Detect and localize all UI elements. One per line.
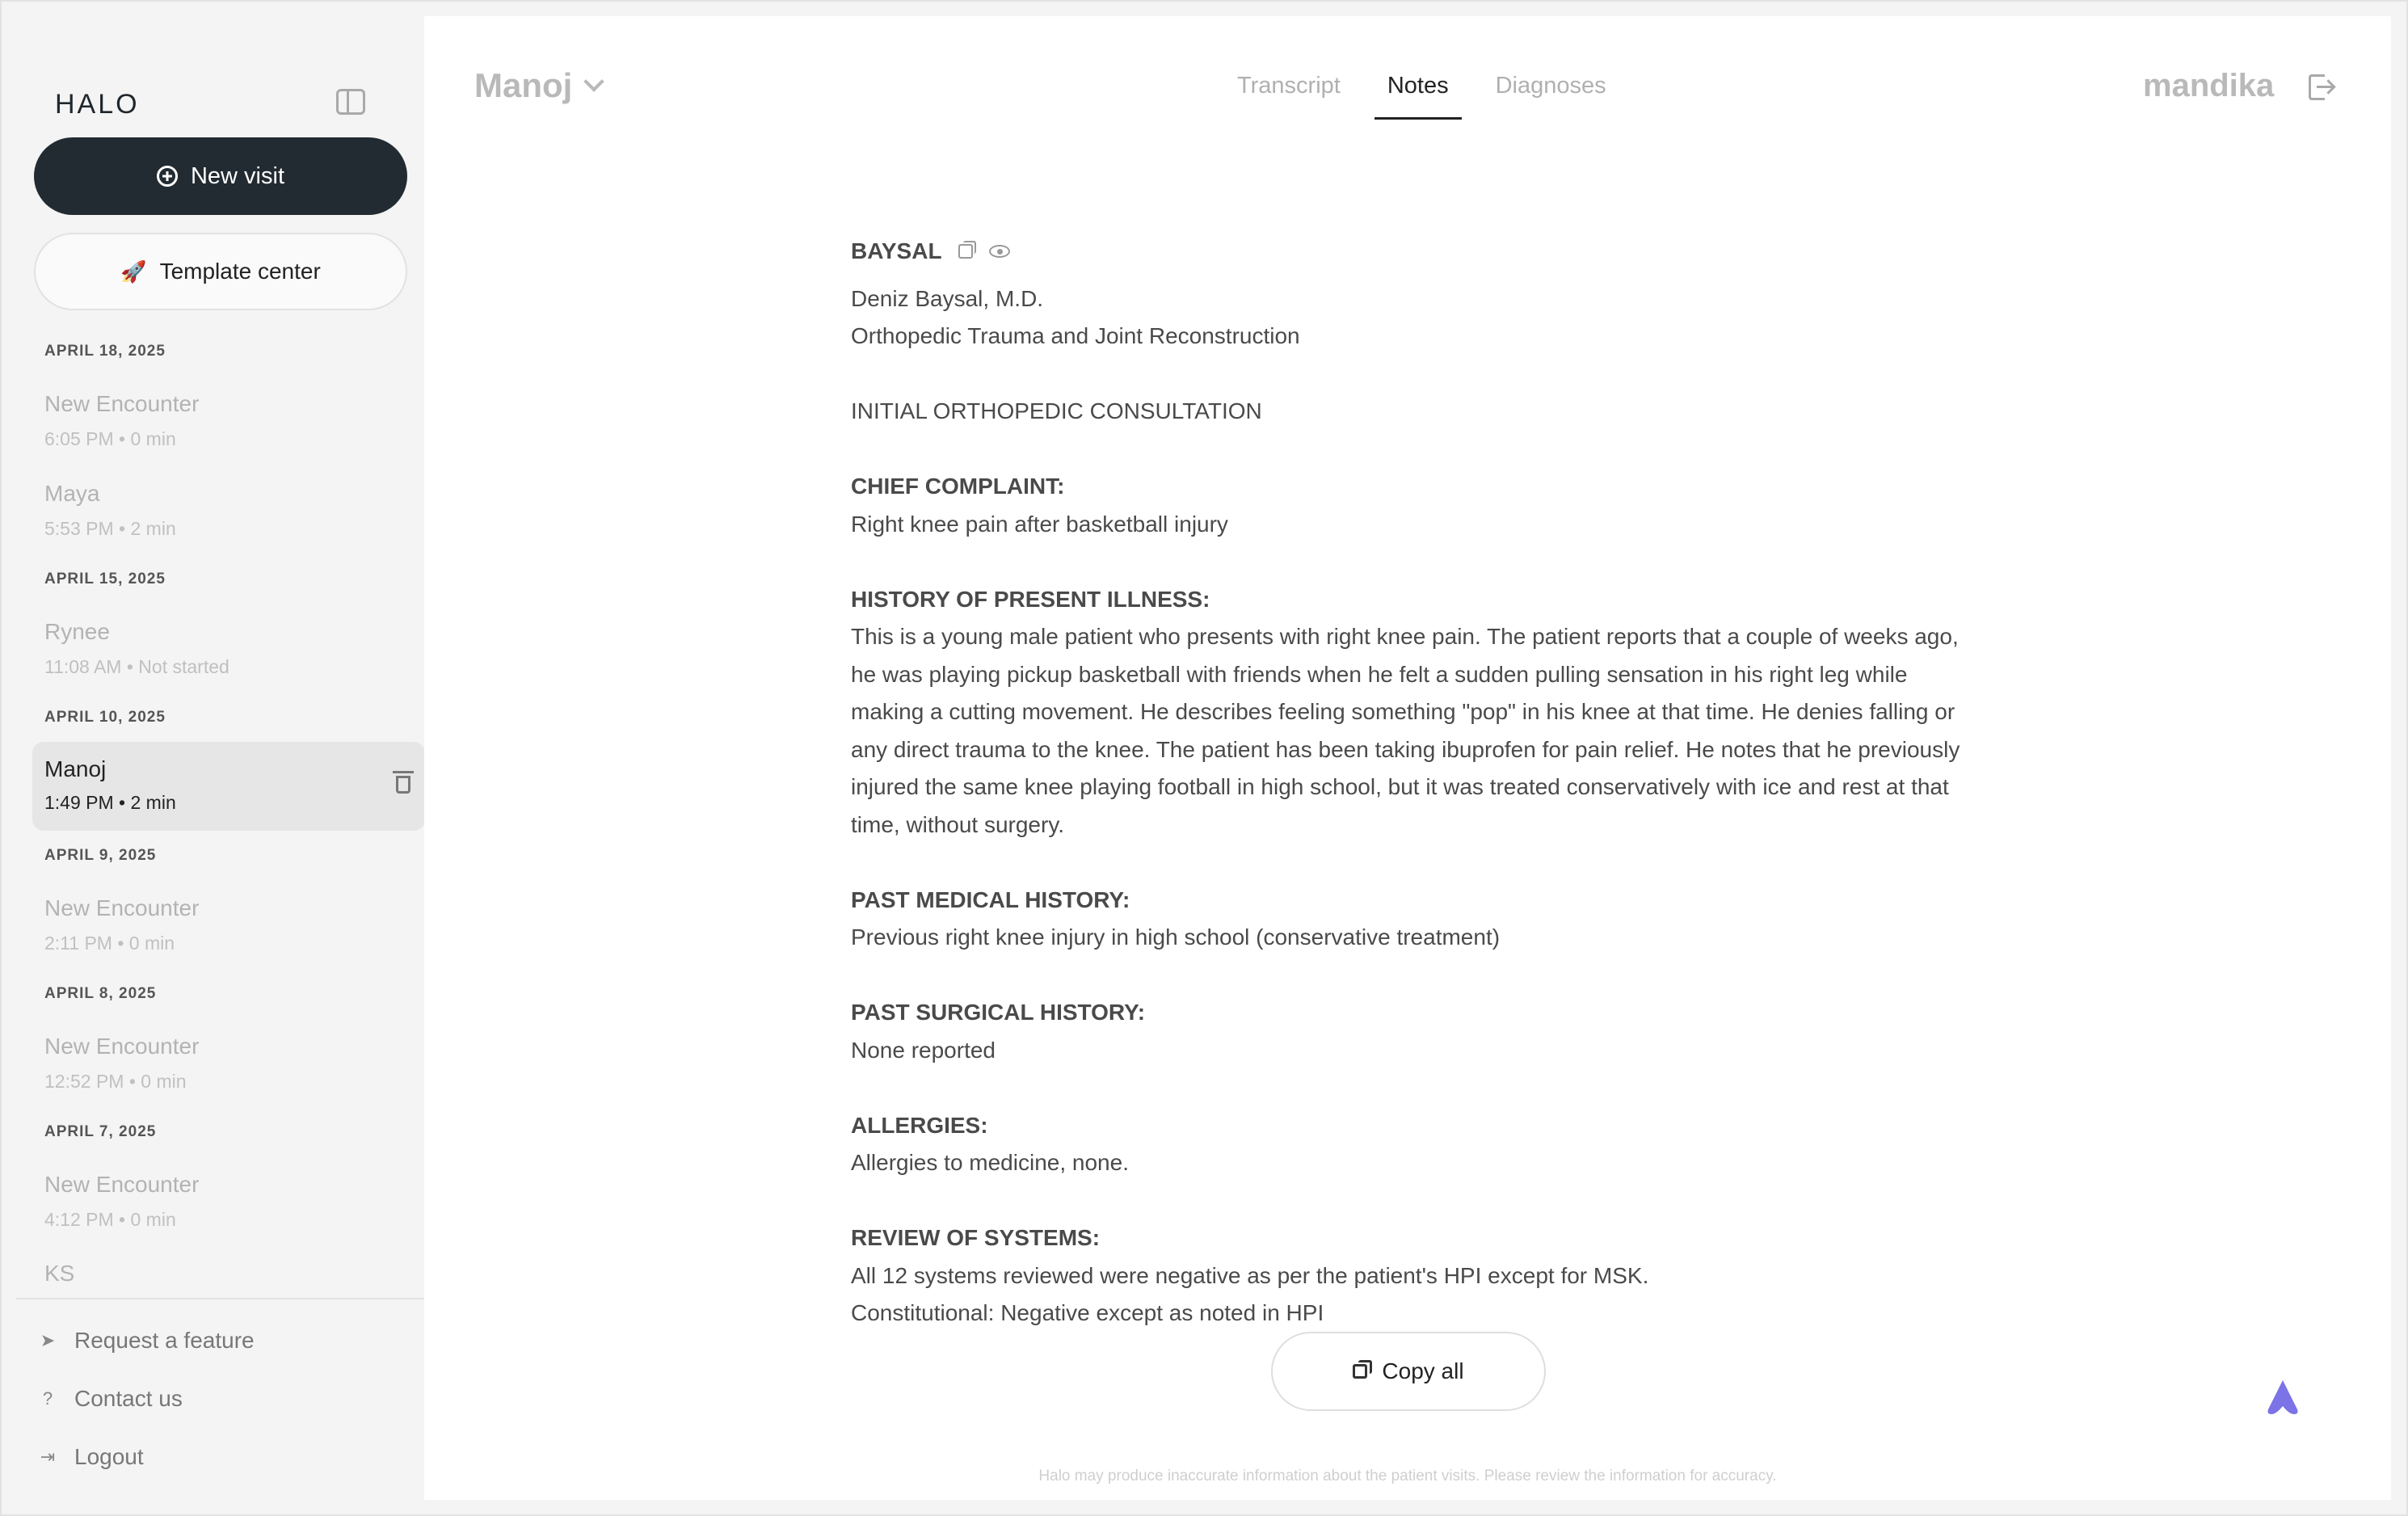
encounter-item[interactable] [44,1034,420,1093]
date-group-label: APRIL 15, 2025 [44,571,166,587]
note-title: BAYSAL [851,238,942,263]
template-center-button[interactable] [34,233,407,310]
section-body-cutoff: Constitutional: Negative except as noted in HPI [851,1300,1324,1325]
logout-label: Logout [74,1444,144,1469]
logout-icon: ⇥ [40,1447,56,1467]
send-icon: ➤ [40,1330,56,1350]
encounter-meta: 11:08 AM • Not started [44,656,229,677]
encounter-meta: 6:05 PM • 0 min [44,428,176,449]
section-body: This is a young male patient who presents with right knee pain. The patient reports that a couple of weeks ago, he was playing pickup basketball with friends when he felt a sudden pulling sensation in his right leg while making a cutting movement. He describes feeling something "pop" in his knee at that time. He denies falling or any direct trauma to the knee. The patient has been taking ibuprofen for pain relief. He notes that he previously injured the same knee playing football in high school, but it was treated conservatively with ice and rest at that time, without surgery. [851,624,1960,837]
date-group-label: APRIL 9, 2025 [44,847,157,864]
sidebar-divider [16,1298,424,1299]
app-logo: HALO [55,89,140,120]
encounter-name: New Encounter [44,391,200,416]
encounter-name: New Encounter [44,1172,200,1197]
copy-icon [1353,1364,1367,1379]
halo-brand-icon[interactable] [2259,1374,2307,1422]
section-body: All 12 systems reviewed were negative as per the patient's HPI except for MSK. [851,1262,1649,1288]
contact-us-link[interactable] [39,1386,183,1412]
date-group-label: APRIL 7, 2025 [44,1123,157,1140]
date-group-label: APRIL 18, 2025 [44,343,166,360]
logout-icon[interactable] [2309,74,2333,100]
section-body: Right knee pain after basketball injury [851,511,1228,537]
request-feature-label: Request a feature [74,1328,255,1353]
sidebar-toggle-icon[interactable] [336,89,365,115]
copy-all-label: Copy all [1382,1358,1464,1383]
consult-type: INITIAL ORTHOPEDIC CONSULTATION [851,398,1262,423]
encounter-meta: 1:49 PM • 2 min [44,792,176,813]
encounter-item[interactable] [44,1172,420,1231]
doctor-specialty: Orthopedic Trauma and Joint Reconstruction [851,323,1300,348]
note-header [851,233,1982,271]
template-center-label: Template center [159,259,321,284]
section-body: Allergies to medicine, none. [851,1150,1129,1175]
plus-circle-icon [157,166,178,187]
new-visit-label: New visit [190,162,284,189]
encounter-meta: 4:12 PM • 0 min [44,1209,176,1230]
patient-name: Manoj [474,66,573,104]
copy-all-button[interactable] [1271,1332,1546,1411]
tab-notes[interactable]: Notes [1374,73,1462,120]
chevron-down-icon [584,71,604,91]
encounter-meta: 2:11 PM • 0 min [44,933,175,954]
trash-icon[interactable] [396,776,410,794]
patient-selector[interactable] [474,66,601,105]
encounter-name: Maya [44,481,100,506]
date-group-label: APRIL 8, 2025 [44,985,157,1002]
eye-icon[interactable] [989,245,1010,258]
encounter-item[interactable] [44,619,420,678]
section-heading: PAST SURGICAL HISTORY: [851,1000,1146,1025]
section-heading: PAST MEDICAL HISTORY: [851,886,1130,912]
logout-link[interactable] [39,1444,144,1470]
user-name: mandika [2143,68,2275,103]
sidebar [16,16,424,1500]
encounter-name: KS [44,1261,75,1286]
view-tabs [1224,73,1640,120]
encounter-name: Manoj [44,756,107,781]
encounter-item[interactable] [44,391,420,450]
encounter-meta: 5:53 PM • 2 min [44,518,176,539]
encounter-item-active[interactable] [32,742,425,831]
help-circle-icon: ? [42,1388,53,1409]
rocket-icon: 🚀 [120,259,147,284]
encounter-name: Rynee [44,619,110,644]
request-feature-link[interactable] [39,1328,255,1354]
section-heading: HISTORY OF PRESENT ILLNESS: [851,586,1210,612]
note-content [851,233,1982,1332]
encounter-item[interactable] [44,895,420,954]
section-body: None reported [851,1037,996,1063]
section-heading: ALLERGIES: [851,1112,988,1138]
tab-diagnoses[interactable]: Diagnoses [1495,73,1606,99]
encounter-item[interactable] [44,481,420,540]
tab-transcript[interactable]: Transcript [1237,73,1341,99]
copy-icon[interactable] [958,244,973,259]
encounter-item[interactable] [44,1261,420,1286]
main-panel [424,16,2391,1500]
section-body: Previous right knee injury in high school (conservative treatment) [851,924,1501,950]
doctor-name: Deniz Baysal, M.D. [851,285,1044,311]
encounter-meta: 12:52 PM • 0 min [44,1071,187,1092]
date-group-label: APRIL 10, 2025 [44,709,166,726]
encounter-name: New Encounter [44,895,200,920]
contact-us-label: Contact us [74,1386,183,1411]
section-heading: REVIEW OF SYSTEMS: [851,1225,1101,1250]
encounter-name: New Encounter [44,1034,200,1059]
disclaimer-text: Halo may produce inaccurate information about the patient visits. Please review the information for accuracy. [1038,1468,1777,1484]
section-heading: CHIEF COMPLAINT: [851,474,1065,499]
new-visit-button[interactable] [34,137,407,215]
